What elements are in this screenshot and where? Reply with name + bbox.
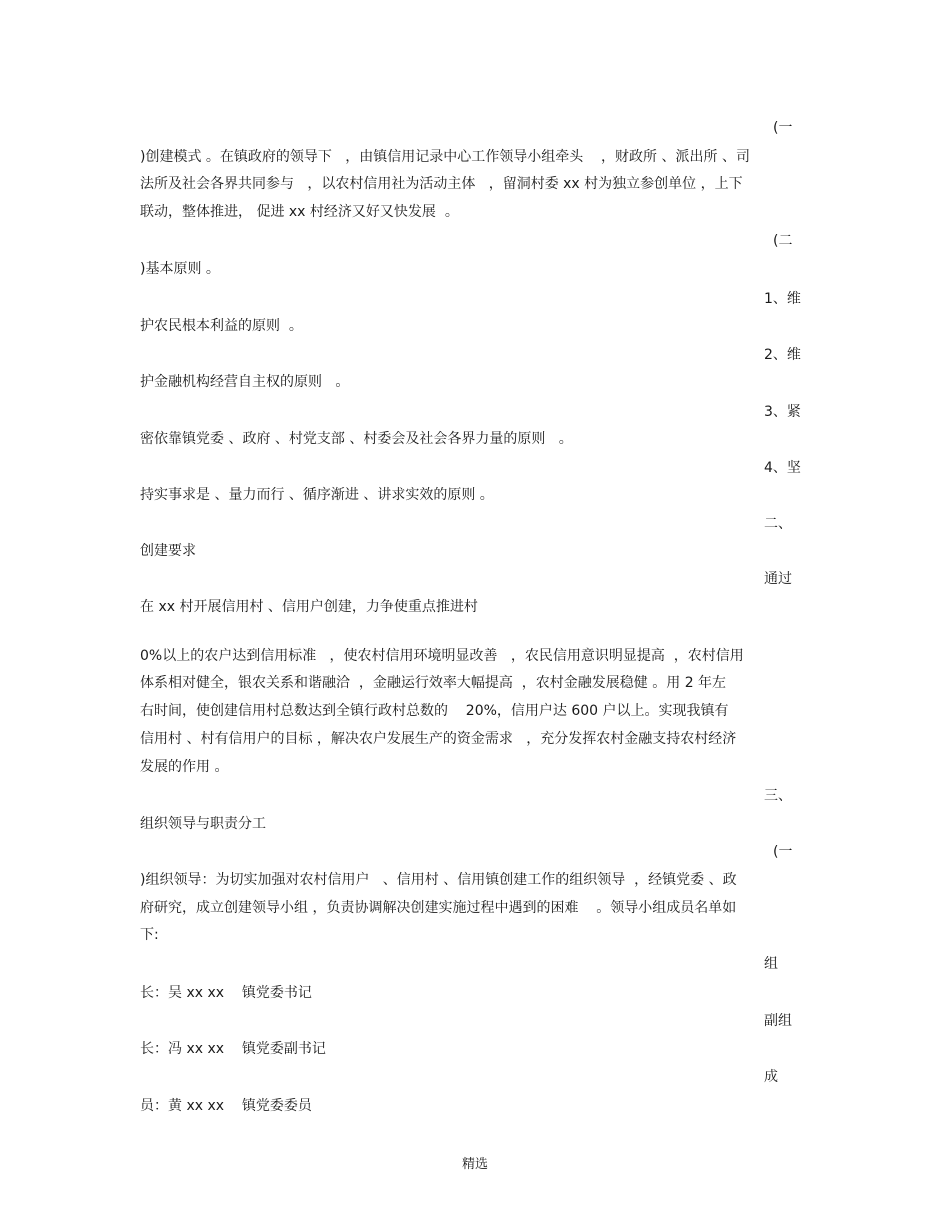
text-line: )组织领导：为切实加强对农村信用户 、信用村 、信用镇创建工作的组织领导 ，经镇党委 、政 (140, 872, 737, 888)
text-line: 体系相对健全，银农关系和谐融洽 ，金融运行效率大幅提高 ，农村金融发展稳健 。用 2 年左 (140, 675, 727, 691)
text-line: )创建模式 。在镇政府的领导下 ，由镇信用记录中心工作领导小组牵头 ，财政所 、派出所 、司 (140, 149, 750, 165)
text-line: 通过 (764, 571, 792, 587)
text-line: 3、紧 (764, 404, 801, 420)
text-line: 4、坚 (764, 460, 801, 476)
text-line: 2、维 (764, 347, 801, 363)
section-heading-number: 三、 (764, 788, 792, 804)
text-line: 信用村 、村有信用户的目标 ，解决农户发展生产的资金需求 ，充分发挥农村金融支持农村经济 (140, 731, 737, 747)
text-line: 持实事求是 、量力而行 、循序渐进 、讲求实效的原则 。 (140, 487, 494, 503)
text-line: (一 (773, 844, 793, 860)
text-line: (二 (773, 233, 793, 249)
text-line: 下: (140, 927, 159, 943)
text-line: )基本原则 。 (140, 261, 220, 277)
text-line: 联动，整体推进， 促进 xx 村经济又好又快发展 。 (140, 204, 459, 220)
text-line: 员：黄 xx xx 镇党委委员 (140, 1098, 312, 1114)
text-line: 护金融机构经营自主权的原则 。 (140, 374, 350, 390)
section-heading-number: 二、 (764, 516, 792, 532)
text-line: 护农民根本利益的原则 。 (140, 318, 303, 334)
text-line: 1、维 (764, 291, 801, 307)
text-line: 副组 (764, 1013, 792, 1029)
text-line: 发展的作用 。 (140, 759, 229, 775)
section-heading: 创建要求 (140, 543, 196, 559)
text-line: 长：冯 xx xx 镇党委副书记 (140, 1041, 326, 1057)
text-line: 0%以上的农户达到信用标准 ，使农村信用环境明显改善 ，农民信用意识明显提高 ，农村信用 (140, 648, 744, 664)
text-line: 成 (764, 1069, 778, 1085)
text-line: 法所及社会各界共同参与 ，以农村信用社为活动主体 ，留洞村委 xx 村为独立参创单位 ，上下 (140, 176, 743, 192)
page-footer: 精选 (461, 1157, 488, 1172)
section-heading: 组织领导与职责分工 (140, 816, 266, 832)
text-line: 长：吴 xx xx 镇党委书记 (140, 985, 312, 1001)
text-line: 府研究，成立创建领导小组 ，负责协调解决创建实施过程中遇到的困难 。领导小组成员名单如 (140, 900, 737, 916)
text-line: 右时间，使创建信用村总数达到全镇行政村总数的 20%，信用户达 600 户以上。实现我镇有 (140, 703, 729, 719)
text-line: 密依靠镇党委 、政府 、村党支部 、村委会及社会各界力量的原则 。 (140, 431, 573, 447)
text-line: 组 (764, 956, 778, 972)
text-line: 在 xx 村开展信用村 、信用户创建，力争使重点推进村 (140, 599, 478, 615)
text-line: (一 (773, 120, 793, 136)
